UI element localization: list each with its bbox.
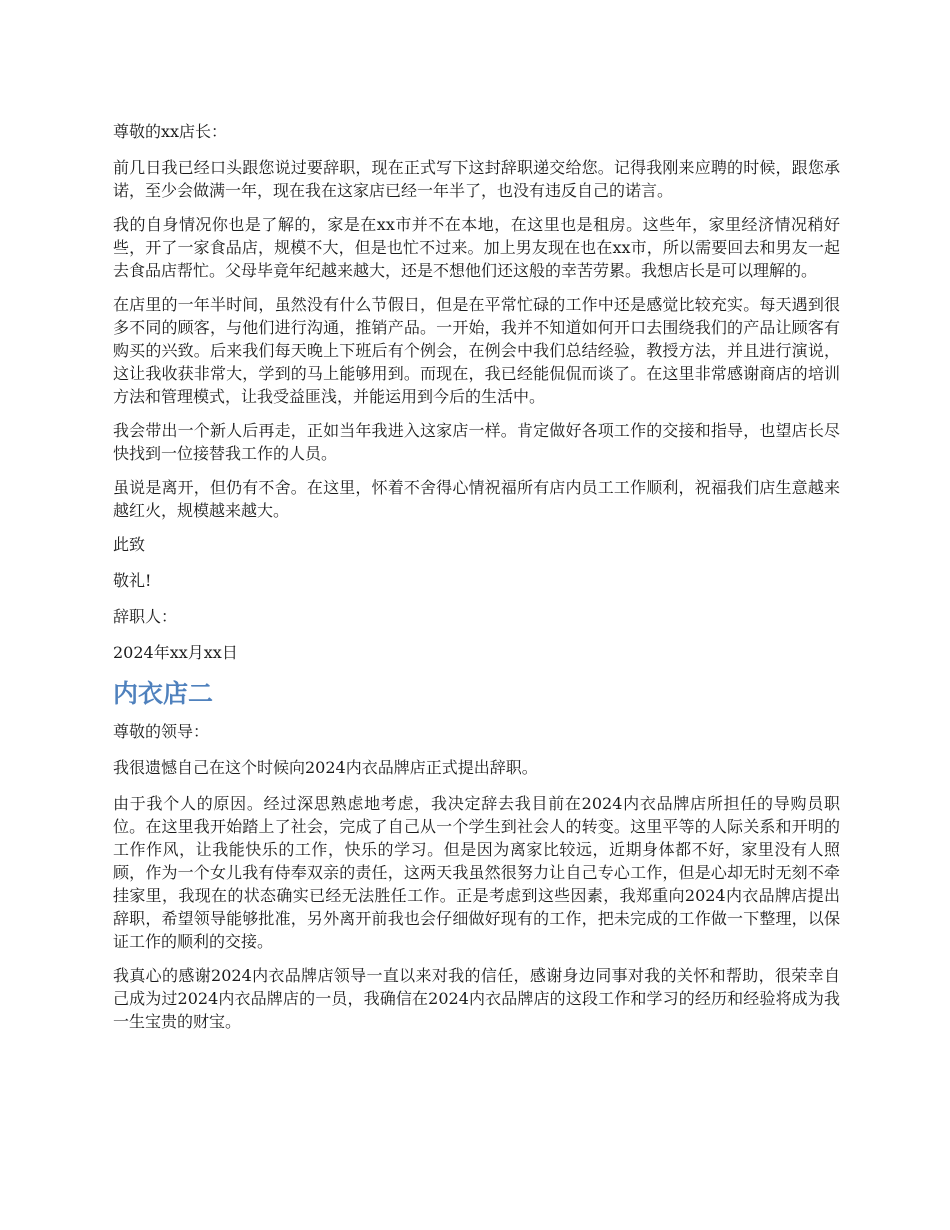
- paragraph: 我会带出一个新人后再走，正如当年我进入这家店一样。肯定做好各项工作的交接和指导，也望店长尽快找到一位接替我工作的人员。: [113, 421, 840, 463]
- date-text: 2024年xx月xx日: [113, 643, 238, 662]
- paragraph: 由于我个人的原因。经过深思熟虑地考虑，我决定辞去我目前在2024内衣品牌店所担任的导购员职位。在这里我开始踏上了社会，完成了自己从一个学生到社会人的转变。这里平等的人际关系和开明的工作作风，让我能快乐的工作，快乐的学习。但是因为离家比较远，近期身体都不好，家里没有人照顾，作为一个女儿我有侍奉双亲的责任，这两天我虽然很努力让自己专心工作，但是心却无时无刻不牵挂家里，我现在的状态确实已经无法胜任工作。正是考虑到这些因素，我郑重向2024内衣品牌店提出辞职，希望领导能够批准，另外离开前我也会仔细做好现有的工作，把未完成的工作做一下整理，以保证工作的顺利的交接。: [113, 794, 840, 951]
- paragraph: 我的自身情况你也是了解的，家是在xx市并不在本地，在这里也是租房。这些年，家里经济情况稍好些，开了一家食品店，规模不大，但是也忙不过来。加上男友现在也在xx市，所以需要回去和男友一起去食品店帮忙。父母毕竟年纪越来越大，还是不想他们还这般的幸苦劳累。我想店长是可以理解的。: [113, 215, 840, 280]
- salutation: 尊敬的领导：: [113, 722, 210, 741]
- section-heading: 内衣店二: [113, 679, 214, 708]
- paragraph: 在店里的一年半时间，虽然没有什么节假日，但是在平常忙碌的工作中还是感觉比较充实。每天遇到很多不同的顾客，与他们进行沟通，推销产品。一开始，我并不知道如何开口去围绕我们的产品让顾客有购买的兴致。后来我们每天晚上下班后有个例会，在例会中我们总结经验，教授方法，并且进行演说，这让我收获非常大，学到的马上能够用到。而现在，我已经能侃侃而谈了。在这里非常感谢商店的培训方法和管理模式，让我受益匪浅，并能运用到今后的生活中。: [113, 295, 840, 406]
- regards-text: 敬礼!: [113, 571, 152, 590]
- document-page: [113, 120, 840, 1044]
- paragraph: 虽说是离开，但仍有不舍。在这里，怀着不舍得心情祝福所有店内员工工作顺利，祝福我们店生意越来越红火，规模越来越大。: [113, 478, 840, 520]
- paragraph: 前几日我已经口头跟您说过要辞职，现在正式写下这封辞职递交给您。记得我刚来应聘的时候，跟您承诺，至少会做满一年，现在我在这家店已经一年半了，也没有违反自己的诺言。: [113, 158, 840, 200]
- closing-text: 此致: [113, 535, 146, 554]
- signer-label: 辞职人：: [113, 607, 178, 626]
- salutation: 尊敬的xx店长：: [113, 122, 228, 141]
- paragraph: 我很遗憾自己在这个时候向2024内衣品牌店正式提出辞职。: [113, 758, 538, 777]
- paragraph: 我真心的感谢2024内衣品牌店领导一直以来对我的信任，感谢身边同事对我的关怀和帮助，很荣幸自己成为过2024内衣品牌店的一员，我确信在2024内衣品牌店的这段工作和学习的经历和经验将成为我一生宝贵的财宝。: [113, 966, 840, 1031]
